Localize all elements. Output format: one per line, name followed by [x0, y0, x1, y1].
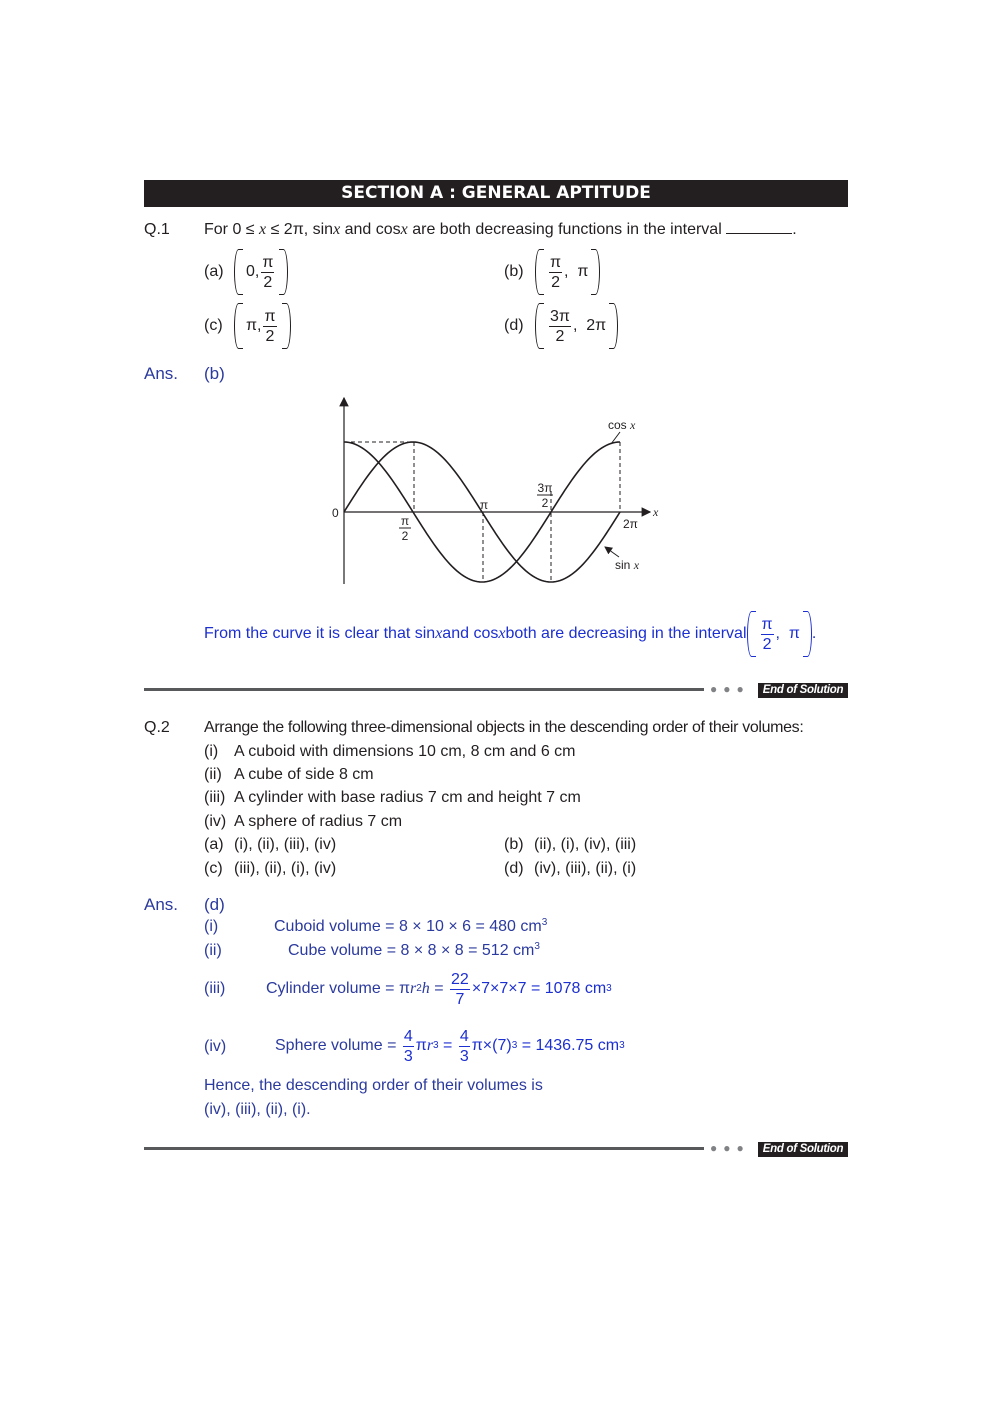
three-pi-half-num: 3π — [537, 481, 553, 495]
q1-ans-label: Ans. — [144, 364, 179, 383]
left-paren — [535, 249, 544, 295]
q2-sol-iv-pi: π — [415, 1037, 427, 1054]
frac-num: π — [761, 615, 773, 633]
q1-explanation-var1: x — [435, 625, 443, 642]
frac-den: 7 — [455, 990, 465, 1008]
end-of-solution-2: End of Solution — [758, 1142, 848, 1157]
q2-sol-iii-prefix: Cylinder volume = π — [266, 980, 410, 997]
q1-var-x1: x — [259, 221, 267, 238]
q2-item-iv-label: (iv) — [204, 813, 227, 830]
left-paren — [535, 303, 544, 349]
q2-number: Q.2 — [144, 719, 170, 736]
cos-label-var: x — [630, 418, 636, 432]
q2-ans-value: (d) — [204, 895, 225, 914]
left-paren — [747, 611, 756, 657]
q2-sol-i-sup: 3 — [541, 917, 548, 928]
sin-label-pointer — [605, 547, 619, 557]
sin-label-var: x — [633, 558, 640, 572]
three-pi-half-den: 2 — [541, 496, 549, 510]
q1-option-d-right: , 2π — [572, 317, 607, 334]
q2-sol-i-line — [274, 918, 547, 936]
frac-den: 2 — [263, 273, 273, 291]
q2-option-d[interactable]: (iv), (iii), (ii), (i) — [534, 860, 637, 877]
frac-num: 4 — [403, 1027, 413, 1045]
end-of-solution-1: End of Solution — [758, 683, 848, 698]
sin-x-label — [615, 558, 640, 572]
q1-option-d[interactable] — [535, 303, 618, 349]
q1-option-d-fraction — [549, 308, 571, 345]
q2-sol-iv-fraction1 — [403, 1028, 414, 1065]
frac-den: 3 — [403, 1047, 413, 1065]
two-pi-label: 2π — [623, 517, 638, 531]
q2-question-text: Arrange the following three-dimensional objects in the descending order of their volumes: — [204, 719, 804, 736]
frac-num: π — [264, 307, 276, 325]
frac-num: 22 — [451, 970, 469, 988]
q2-sol-ii-label: (ii) — [204, 942, 222, 959]
q2-sol-iii-eq: = — [429, 980, 449, 997]
q1-explanation — [204, 609, 816, 659]
q2-conclusion-line1: Hence, the descending order of their volumes is — [204, 1077, 543, 1094]
frac-den: 2 — [762, 635, 772, 653]
q1-text-end: . — [792, 221, 797, 238]
q1-explanation-part2: and cos — [442, 625, 499, 642]
q2-sol-iv-prefix: Sphere volume = — [275, 1037, 401, 1054]
q2-option-c[interactable]: (iii), (ii), (i), (iv) — [234, 860, 337, 877]
frac-den: 2 — [265, 327, 275, 345]
sin-cos-graph — [320, 392, 670, 588]
q2-conclusion-line2: (iv), (iii), (ii), (i). — [204, 1101, 311, 1118]
q2-sol-iii-rest: ×7×7×7 = 1078 cm — [471, 980, 607, 997]
left-paren — [234, 303, 243, 349]
pi-half-num: π — [400, 514, 410, 528]
solution-divider-2 — [144, 1147, 704, 1150]
q2-sol-i-label: (i) — [204, 918, 219, 935]
q1-option-b-right: , π — [564, 263, 589, 280]
q1-explanation-fraction — [761, 616, 774, 653]
cos-x-label — [608, 418, 636, 432]
q2-sol-iii-h: h — [421, 980, 430, 997]
q1-text-part2: ≤ 2π, sin — [266, 221, 334, 238]
q2-item-iii-label: (iii) — [204, 789, 226, 806]
q1-option-b-label: (b) — [504, 263, 524, 280]
pi-label: π — [479, 498, 489, 512]
solution-divider-1 — [144, 688, 704, 691]
q2-sol-iv-result: = 1436.75 cm — [517, 1037, 620, 1054]
right-paren — [279, 249, 288, 295]
q2-option-b-label: (b) — [504, 836, 524, 853]
q2-option-c-label: (c) — [204, 860, 223, 877]
q2-sol-iii-fraction — [450, 971, 470, 1008]
q2-item-ii-label: (ii) — [204, 766, 222, 783]
sin-label-prefix: sin — [615, 558, 634, 572]
q1-option-c[interactable] — [234, 303, 291, 349]
q2-option-d-label: (d) — [504, 860, 524, 877]
q2-sol-i-text: Cuboid volume = 8 × 10 × 6 = 480 cm — [274, 918, 542, 935]
frac-num: π — [550, 253, 562, 271]
q1-explanation-part1: From the curve it is clear that sin — [204, 625, 436, 642]
right-paren — [609, 303, 618, 349]
right-paren — [282, 303, 291, 349]
q2-sol-iv-line: Sphere volume = $\frac{4}{3}$ π r 3 = $\frac{4}{3}$ π×(7) 3 = 1436.75 cm 3 — [275, 1027, 625, 1065]
q1-explanation-part3: both are decreasing in the interval — [505, 625, 747, 642]
q1-explanation-interval — [747, 611, 812, 657]
q1-explanation-var2: x — [498, 625, 506, 642]
section-title: SECTION A : GENERAL APTITUDE — [144, 180, 848, 207]
q2-sol-iii-r: r — [409, 980, 417, 997]
q1-text-part1: For 0 ≤ — [204, 221, 260, 238]
origin-label: 0 — [332, 506, 339, 520]
divider-dots-1: ●●● — [710, 682, 750, 696]
q2-option-a[interactable]: (i), (ii), (iii), (iv) — [234, 836, 337, 853]
q2-option-b[interactable]: (ii), (i), (iv), (iii) — [534, 836, 637, 853]
q1-option-a-fraction — [261, 254, 274, 291]
frac-num: 3π — [550, 307, 570, 325]
q1-ans-value: (b) — [204, 364, 225, 383]
frac-den: 2 — [551, 273, 560, 291]
right-paren — [591, 249, 600, 295]
q2-sol-iv-eq: = — [438, 1037, 457, 1054]
frac-num: 4 — [459, 1027, 469, 1045]
q2-sol-iii-line: Cylinder volume = π r 2 h = $\frac{22}{7}$ ×7×7×7 = 1078 cm 3 — [266, 970, 612, 1008]
q2-ans-label: Ans. — [144, 895, 179, 914]
q2-sol-ii-sup: 3 — [534, 941, 540, 952]
q1-answer-blank — [726, 221, 792, 234]
q2-sol-iv-rest: π×(7) — [471, 1037, 512, 1054]
q1-option-c-left: π, — [246, 317, 262, 334]
q2-option-a-label: (a) — [204, 836, 224, 853]
q1-option-c-fraction — [263, 308, 276, 345]
pi-half-den: 2 — [401, 529, 409, 543]
x-axis-label: x — [653, 505, 659, 519]
left-paren — [234, 249, 243, 295]
q2-item-i-label: (i) — [204, 743, 219, 760]
q1-text-part3: and cos — [340, 221, 401, 238]
q1-number: Q.1 — [144, 221, 170, 238]
right-paren — [803, 611, 812, 657]
q1-text-part4: are both decreasing functions in the interval — [407, 221, 727, 238]
q1-var-x3: x — [400, 221, 408, 238]
q1-option-d-label: (d) — [504, 317, 524, 334]
q2-item-iii-text: A cylinder with base radius 7 cm and height 7 cm — [234, 789, 581, 806]
divider-dots-2: ●●● — [710, 1141, 750, 1155]
q2-sol-iv-r: r — [426, 1037, 434, 1054]
q1-option-c-label: (c) — [204, 317, 223, 334]
q1-option-a[interactable] — [234, 249, 288, 295]
q1-var-x2: x — [333, 221, 341, 238]
q2-item-ii-text: A cube of side 8 cm — [234, 766, 374, 783]
q1-explanation-right: , π — [775, 625, 800, 642]
q2-sol-ii-text: Cube volume = 8 × 8 × 8 = 512 cm — [288, 942, 535, 959]
frac-den: 3 — [459, 1047, 469, 1065]
q1-question-text — [204, 221, 797, 239]
q1-explanation-end: . — [811, 625, 817, 642]
q2-item-iv-text: A sphere of radius 7 cm — [234, 813, 403, 830]
q1-option-a-left: 0, — [246, 263, 260, 280]
q1-option-b-fraction — [549, 254, 562, 291]
cos-label-prefix: cos — [608, 418, 631, 432]
q2-sol-iv-label: (iv) — [204, 1038, 227, 1055]
frac-num: π — [262, 253, 274, 271]
q1-option-a-label: (a) — [204, 263, 224, 280]
q2-sol-ii-line — [288, 942, 540, 960]
q2-sol-iv-fraction2 — [459, 1028, 470, 1065]
q2-sol-iii-label: (iii) — [204, 980, 226, 997]
q1-option-b[interactable] — [535, 249, 600, 295]
frac-den: 2 — [555, 327, 565, 345]
q2-item-i-text: A cuboid with dimensions 10 cm, 8 cm and 6 cm — [234, 743, 576, 760]
